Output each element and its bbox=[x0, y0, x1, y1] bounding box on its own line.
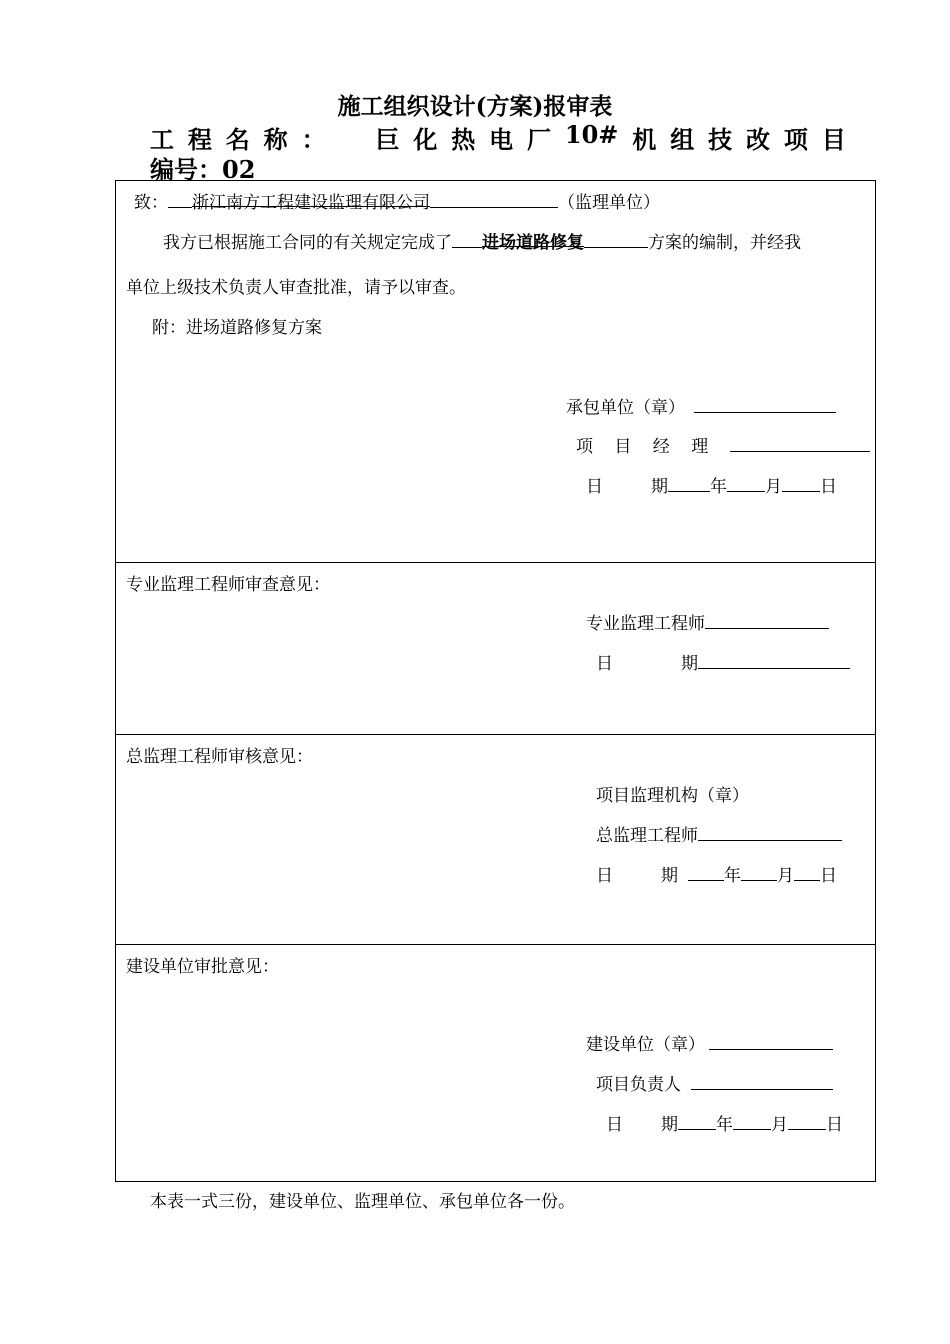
pm-sign-line bbox=[576, 432, 870, 457]
month-blank[interactable] bbox=[727, 473, 765, 492]
date-ri: 日 bbox=[596, 654, 613, 674]
name-char: 热 bbox=[451, 125, 476, 154]
name-char: 项 bbox=[783, 125, 808, 154]
label-char: 称 bbox=[263, 125, 288, 154]
supervisor-company: 浙江南方工程建设监理有限公司 bbox=[192, 188, 430, 207]
to-suffix: （监理单位） bbox=[558, 193, 660, 213]
owner-unit-line bbox=[586, 1030, 833, 1055]
contractor-signature-blank[interactable] bbox=[694, 394, 836, 413]
specialist-signature-blank[interactable] bbox=[705, 610, 829, 629]
name-char: 巨 bbox=[375, 125, 400, 154]
specialist-label: 专业监理工程师 bbox=[586, 614, 705, 634]
name-char: 改 bbox=[745, 125, 770, 154]
specialist-heading: 专业监理工程师审查意见： bbox=[126, 575, 330, 595]
label-char: 工 bbox=[150, 125, 174, 154]
day-label: 日 bbox=[820, 866, 837, 886]
day-blank[interactable] bbox=[782, 473, 820, 492]
body-line-2: 单位上级技术负责人审查批准，请予以审查。 bbox=[126, 278, 466, 298]
date-ri: 日 bbox=[606, 1115, 623, 1135]
chief-heading: 总监理工程师审核意见： bbox=[126, 747, 313, 767]
month-blank[interactable] bbox=[741, 862, 777, 881]
month-blank[interactable] bbox=[733, 1111, 771, 1130]
owner-unit-label: 建设单位（章） bbox=[586, 1035, 705, 1055]
date-qi: 期 bbox=[661, 866, 678, 886]
date-line-1 bbox=[586, 472, 837, 497]
owner-leader-line bbox=[596, 1070, 833, 1095]
specialist-sign-line bbox=[586, 609, 829, 634]
year-blank[interactable] bbox=[678, 1111, 716, 1130]
month-label: 月 bbox=[771, 1115, 788, 1135]
day-label: 日 bbox=[826, 1115, 843, 1135]
year-blank[interactable] bbox=[668, 473, 710, 492]
name-char: 技 bbox=[708, 125, 733, 154]
chief-date-line bbox=[596, 861, 837, 886]
year-label: 年 bbox=[724, 866, 741, 886]
form-title: 施工组织设计(方案)报审表 bbox=[337, 93, 613, 120]
section-submission bbox=[115, 180, 876, 563]
footer-note: 本表一式三份，建设单位、监理单位、承包单位各一份。 bbox=[150, 1192, 575, 1212]
year-label: 年 bbox=[716, 1115, 733, 1135]
body-post: 方案的编制，并经我 bbox=[648, 233, 801, 253]
to-label: 致： bbox=[134, 193, 168, 213]
name-char: 厂 bbox=[527, 125, 552, 154]
section-owner-approval bbox=[115, 944, 876, 1182]
body-pre: 我方已根据施工合同的有关规定完成了 bbox=[163, 233, 452, 253]
day-blank[interactable] bbox=[788, 1111, 826, 1130]
org-seal-line: 项目监理机构（章） bbox=[596, 786, 749, 806]
name-char: 机 bbox=[632, 125, 657, 154]
label-char: 程 bbox=[187, 125, 212, 154]
attachment-line: 附：进场道路修复方案 bbox=[152, 318, 322, 338]
section-chief-review bbox=[115, 734, 876, 945]
plan-name: 进场道路修复 bbox=[482, 228, 584, 247]
name-char: 组 bbox=[670, 125, 695, 154]
label-char: ： bbox=[301, 125, 326, 154]
month-label: 月 bbox=[765, 477, 782, 497]
year-blank[interactable] bbox=[688, 862, 724, 881]
pm-label: 项 目 经 理 bbox=[576, 437, 717, 457]
name-char: 10# bbox=[564, 120, 619, 149]
section-specialist-review bbox=[115, 562, 876, 735]
contractor-label: 承包单位（章） bbox=[566, 398, 685, 418]
date-ri: 日 bbox=[586, 477, 603, 497]
label-char: 名 bbox=[225, 125, 250, 154]
owner-leader-label: 项目负责人 bbox=[596, 1075, 681, 1095]
date-ri: 日 bbox=[596, 866, 613, 886]
chief-label: 总监理工程师 bbox=[596, 826, 698, 846]
chief-signature-blank[interactable] bbox=[698, 822, 842, 841]
owner-unit-blank[interactable] bbox=[709, 1031, 833, 1050]
year-label: 年 bbox=[710, 477, 727, 497]
name-char: 化 bbox=[413, 125, 438, 154]
contractor-sign-line bbox=[566, 393, 836, 418]
name-char: 目 bbox=[821, 125, 846, 154]
date-qi: 期 bbox=[681, 654, 698, 674]
name-char: 电 bbox=[489, 125, 514, 154]
month-label: 月 bbox=[777, 866, 794, 886]
owner-date-line bbox=[606, 1110, 843, 1135]
body-line-1 bbox=[163, 228, 801, 253]
to-line bbox=[134, 188, 660, 213]
date-qi: 期 bbox=[661, 1115, 678, 1135]
date-qi: 期 bbox=[651, 477, 668, 497]
specialist-date-line bbox=[596, 649, 850, 674]
owner-heading: 建设单位审批意见： bbox=[126, 957, 279, 977]
day-label: 日 bbox=[820, 477, 837, 497]
specialist-date-blank[interactable] bbox=[698, 650, 850, 669]
chief-sign-line bbox=[596, 821, 842, 846]
pm-signature-blank[interactable] bbox=[730, 433, 870, 452]
day-blank[interactable] bbox=[794, 862, 820, 881]
owner-leader-blank[interactable] bbox=[691, 1071, 833, 1090]
form-code: 编号：02 bbox=[150, 155, 256, 184]
